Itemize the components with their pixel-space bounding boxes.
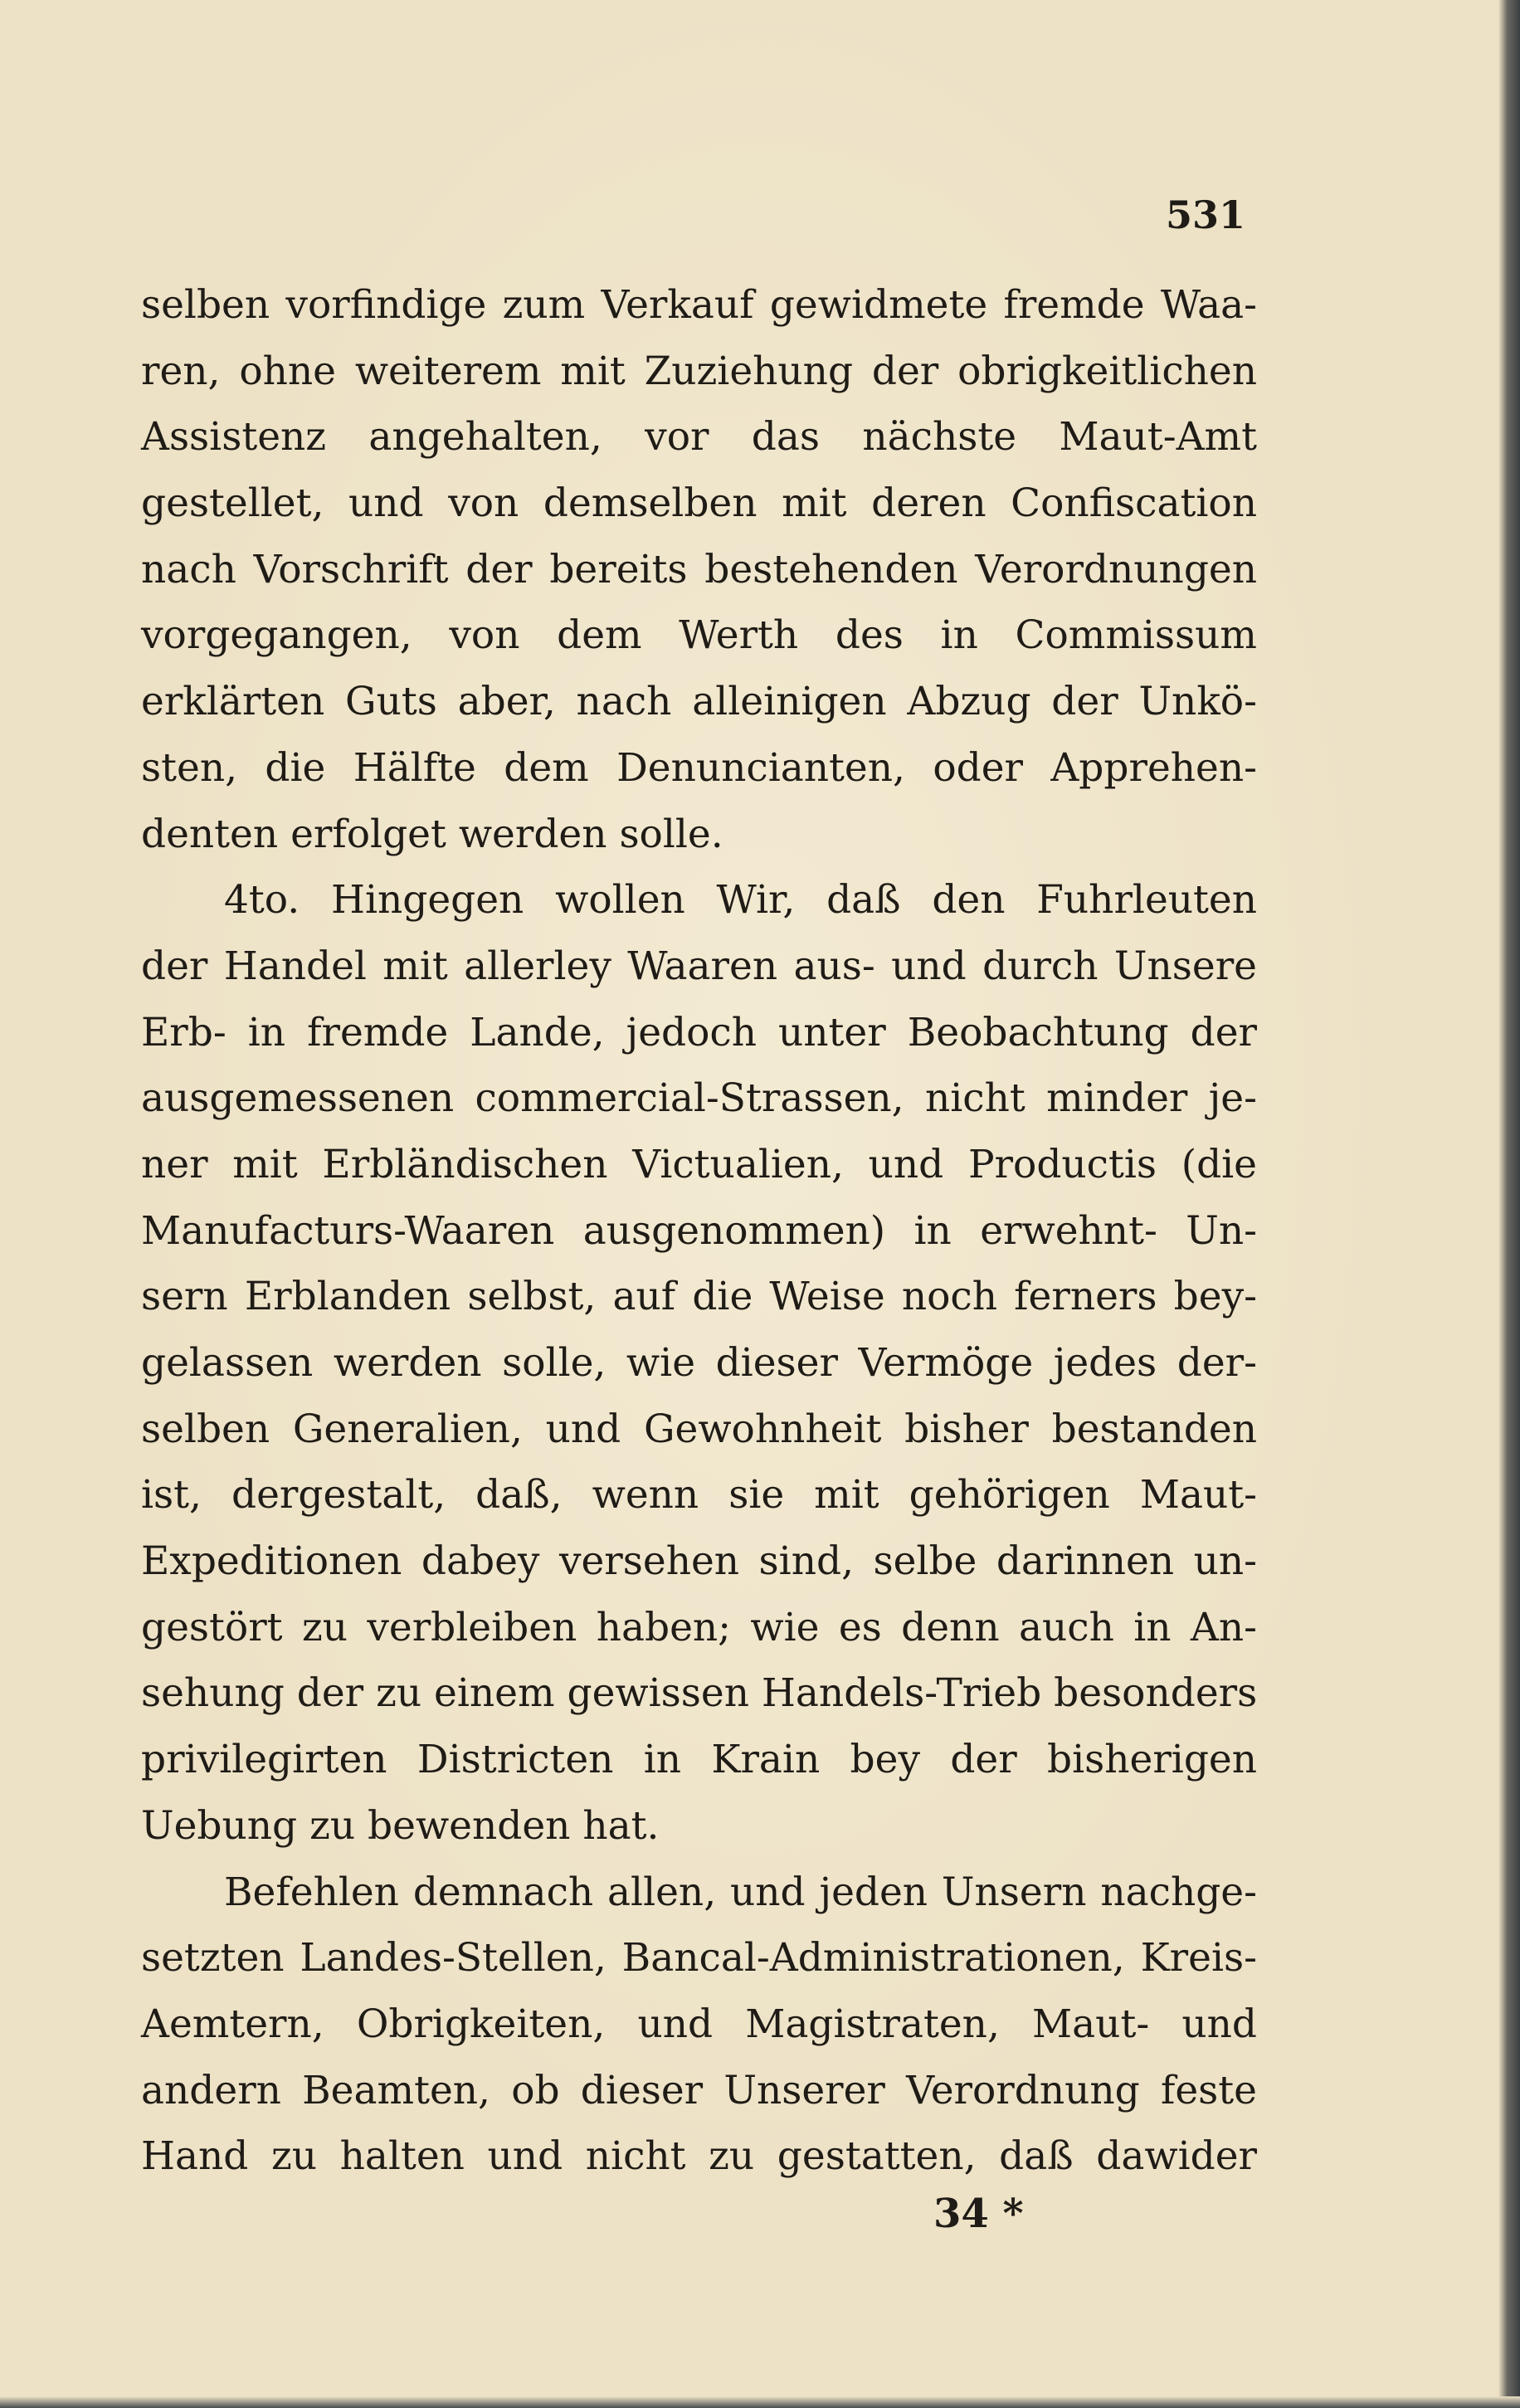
text-line: gestellet, und von demselben mit deren Confiscation (141, 480, 1257, 527)
text-line: nach Vorschrift der bereits bestehenden Verordnungen (141, 546, 1257, 592)
text-line: Assistenz angehalten, vor das nächste Maut-Amt (141, 414, 1257, 461)
text-line: ner mit Erbländischen Victualien, und Productis (die (141, 1141, 1257, 1187)
text-line: Uebung zu bewenden hat. (141, 1802, 660, 1849)
text-line: privilegirten Districten in Krain bey der bisherigen (141, 1737, 1257, 1783)
text-line: selben Generalien, und Gewohnheit bisher bestanden (141, 1406, 1257, 1452)
page-edge-bottom (0, 2396, 1520, 2408)
text-line: gelassen werden solle, wie dieser Vermöge jedes der- (141, 1340, 1257, 1386)
page-edge-shadow (1498, 0, 1520, 2408)
text-line: andern Beamten, ob dieser Unserer Verordnung feste (141, 2067, 1257, 2113)
page-number: 531 (1166, 193, 1246, 237)
signature-mark: 34 * (933, 2191, 1024, 2237)
text-line: sten, die Hälfte dem Denuncianten, oder Apprehen- (141, 744, 1257, 791)
text-line: ausgemessenen commercial-Strassen, nicht minder je- (141, 1075, 1257, 1122)
body-text (141, 272, 1257, 2190)
text-line: vorgegangen, von dem Werth des in Commissum (141, 612, 1257, 659)
text-line: 4to. Hingegen wollen Wir, daß den Fuhrleuten (224, 877, 1257, 924)
text-line: ren, ohne weiterem mit Zuziehung der obrigkeitlichen (141, 348, 1257, 394)
text-line: sern Erblanden selbst, auf die Weise noch ferners bey- (141, 1274, 1257, 1320)
text-line: der Handel mit allerley Waaren aus- und durch Unsere (141, 943, 1257, 989)
text-line: gestört zu verbleiben haben; wie es denn auch in An- (141, 1604, 1257, 1650)
text-line: Hand zu halten und nicht zu gestatten, daß dawider (141, 2133, 1257, 2180)
text-line: erklärten Guts aber, nach alleinigen Abzug der Unkö- (141, 679, 1257, 725)
text-line: Aemtern, Obrigkeiten, und Magistraten, Maut- und (141, 2001, 1257, 2047)
text-line: Manufacturs-Waaren ausgenommen) in erwehnt- Un- (141, 1207, 1257, 1254)
text-line: denten erfolget werden solle. (141, 811, 723, 857)
text-line: ist, dergestalt, daß, wenn sie mit gehörigen Maut- (141, 1472, 1257, 1518)
text-line: Befehlen demnach allen, und jeden Unsern nachge- (224, 1869, 1257, 1915)
text-line: setzten Landes-Stellen, Bancal-Administrationen, Kreis- (141, 1935, 1257, 1981)
text-line: selben vorfindige zum Verkauf gewidmete fremde Waa- (141, 282, 1257, 328)
text-line: sehung der zu einem gewissen Handels-Trieb besonders (141, 1670, 1258, 1717)
text-line: Erb- in fremde Lande, jedoch unter Beobachtung der (141, 1009, 1257, 1055)
text-line: Expeditionen dabey versehen sind, selbe darinnen un- (141, 1538, 1257, 1585)
